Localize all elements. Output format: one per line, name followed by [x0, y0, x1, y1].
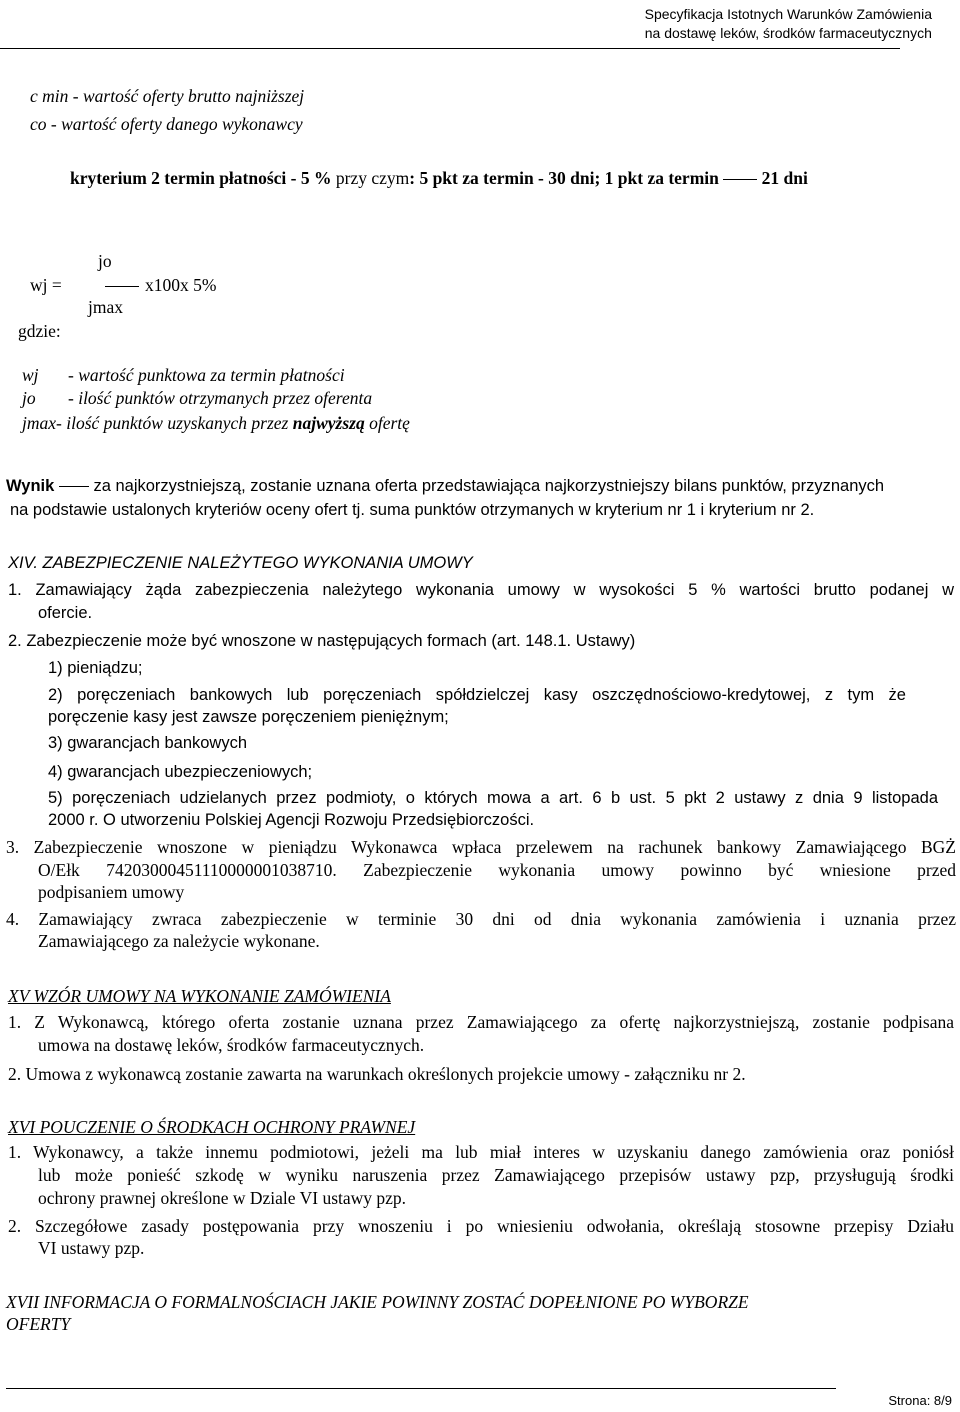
section-16-p2b: VI ustawy pzp. [38, 1238, 145, 1258]
section-14-p3b: O/Ełk 74203000451110000001038710. Zabezpieczenie wykonania umowy powinno być wniesione przed [38, 860, 956, 880]
formula-lhs: wj = [30, 275, 62, 295]
section-17-title-2: OFERTY [6, 1314, 71, 1334]
section-16-p2a: 2. Szczegółowe zasady postępowania przy wnoszeniu i po wniesieniu odwołania, określają stosowne przepisy Działu [8, 1216, 954, 1236]
section-14-p3a: 3. Zabezpieczenie wnoszone w pieniądzu Wykonawca wpłaca przelewem na rachunek bankowy Zamawiającego BGŻ [6, 837, 956, 857]
section-14-p2: 2. Zabezpieczenie może być wnoszone w następujących formach (art. 148.1. Ustawy) [8, 632, 636, 650]
form-item-2b: poręczenie kasy jest zawsze poręczeniem pieniężnym; [48, 708, 449, 726]
header-rule [0, 48, 900, 49]
section-14-p4b: Zamawiającego za należycie wykonane. [38, 931, 320, 951]
header-title: Specyfikacja Istotnych Warunków Zamówienia [644, 6, 932, 22]
criterion-part4: 21 dni [757, 168, 808, 188]
criterion-part1: kryterium 2 termin płatności - 5 % [70, 168, 332, 188]
legend-jo-symbol: jo [22, 388, 36, 408]
section-16-p1c: ochrony prawnej określone w Dziale VI ustawy pzp. [38, 1188, 407, 1208]
criterion-part3: : 5 pkt za termin - 30 dni; 1 pkt za termin [409, 168, 724, 188]
section-15-p2: 2. Umowa z wykonawcą zostanie zawarta na warunkach określonych projekcie umowy - załączniku nr 2. [8, 1064, 746, 1084]
section-17-title-1: XVII INFORMACJA O FORMALNOŚCIACH JAKIE POWINNY ZOSTAĆ DOPEŁNIONE PO WYBORZE [6, 1292, 749, 1312]
legend-jmax-line [22, 413, 410, 434]
criterion-dash [723, 179, 757, 180]
legend-jmax-tail: ofertę [364, 413, 410, 433]
legend-wj-desc: - wartość punktowa za termin płatności [68, 365, 345, 385]
page-header [645, 5, 932, 43]
form-item-5b: 2000 r. O utworzeniu Polskiej Agencji Rozwoju Przedsiębiorczości. [48, 811, 535, 829]
section-16-p1b: lub może ponieść szkodę w wyniku naruszenia przez Zamawiającego przepisów ustawy pzp, przysługują środki [38, 1165, 954, 1185]
formula-denominator: jmax [88, 297, 123, 317]
section-14-title: XIV. ZABEZPIECZENIE NALEŻYTEGO WYKONANIA UMOWY [8, 554, 473, 572]
result-dash [59, 486, 89, 487]
formula-fraction-bar [105, 286, 139, 287]
legend-jo-desc: - ilość punktów otrzymanych przez oferenta [68, 388, 373, 408]
result-line-1 [6, 477, 884, 496]
legend-wj-symbol: wj [22, 365, 39, 385]
result-label: Wynik [6, 477, 55, 495]
form-item-4: 4) gwarancjach ubezpieczeniowych; [48, 763, 313, 781]
form-item-1: 1) pieniądzu; [48, 659, 143, 677]
form-item-2a: 2) poręczeniach bankowych lub poręczeniach spółdzielczej kasy oszczędnościowo-kredytowej, z tym że [48, 686, 906, 704]
section-16-title: XVI POUCZENIE O ŚRODKACH OCHRONY PRAWNEJ [8, 1117, 416, 1137]
legend-jmax-desc: - ilość punktów uzyskanych przez [56, 413, 293, 433]
section-15-p1b: umowa na dostawę leków, środków farmaceutycznych. [38, 1035, 425, 1055]
legend-jmax-symbol: jmax [22, 413, 57, 433]
def-cmin: c min - wartość oferty brutto najniższej [30, 86, 305, 106]
formula-numerator: jo [98, 251, 112, 271]
section-14-p4a: 4. Zamawiający zwraca zabezpieczenie w terminie 30 dni od dnia wykonania zamówienia i uznania przez [6, 909, 956, 929]
legend-jmax-bold: najwyższą [292, 413, 365, 433]
section-14-p1a: 1. Zamawiający żąda zabezpieczenia należytego wykonania umowy w wysokości 5 % wartości brutto podanej w [8, 581, 954, 599]
footer-rule [6, 1388, 836, 1389]
header-subtitle: na dostawę leków, środków farmaceutycznych [644, 25, 932, 41]
result-text-1: za najkorzystniejszą, zostanie uznana oferta przedstawiająca najkorzystniejszy bilans punktów, przyznanych [88, 477, 885, 495]
formula-rhs: x100x 5% [145, 275, 217, 295]
criterion-part2: przy czym [331, 168, 410, 188]
section-15-p1a: 1. Z Wykonawcą, którego oferta zostanie uznana przez Zamawiającego za ofertę najkorzystniejszą, zostanie podpisana [8, 1012, 954, 1032]
criterion-line [70, 168, 808, 189]
form-item-3: 3) gwarancjach bankowych [48, 734, 248, 752]
page-number: Strona: 8/9 [888, 1393, 952, 1408]
form-item-5a: 5) poręczeniach udzielanych przez podmioty, o których mowa a art. 6 b ust. 5 pkt 2 ustawy z dnia 9 listopada [48, 789, 938, 807]
result-line-2: na podstawie ustalonych kryteriów oceny ofert tj. suma punktów otrzymanych w kryterium nr 1 i kryterium nr 2. [10, 501, 815, 519]
section-14-p1b: ofercie. [38, 604, 93, 622]
formula-where: gdzie: [18, 321, 61, 341]
section-15-title: XV WZÓR UMOWY NA WYKONANIE ZAMÓWIENIA [8, 986, 391, 1006]
def-co: co - wartość oferty danego wykonawcy [30, 114, 303, 134]
section-16-p1a: 1. Wykonawcy, a także innemu podmiotowi, jeżeli ma lub miał interes w uzyskaniu danego zamówienia oraz poniósł [8, 1142, 954, 1162]
section-14-p3c: podpisaniem umowy [38, 882, 185, 902]
